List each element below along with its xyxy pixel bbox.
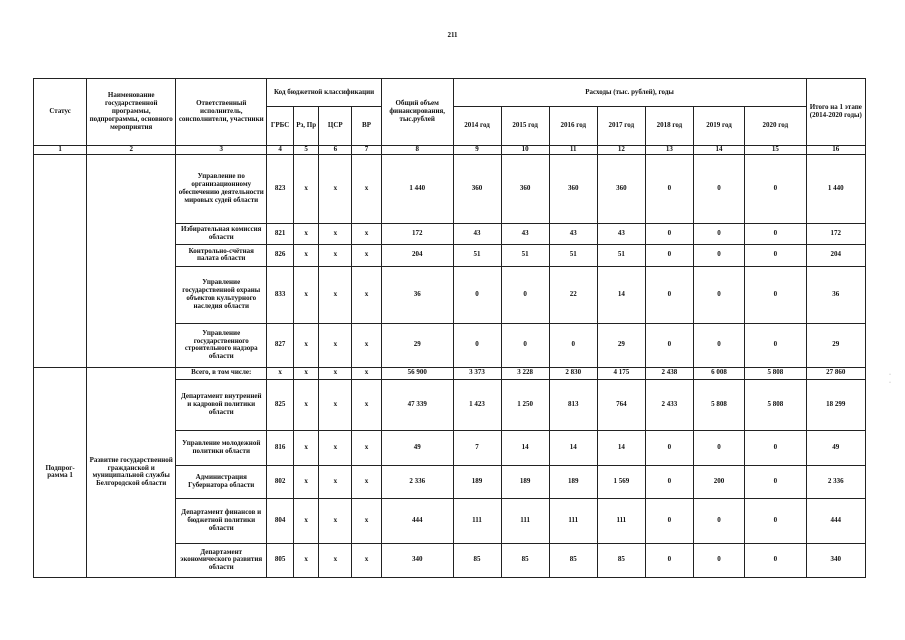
year-2016-cell: 0 xyxy=(549,323,597,367)
csr-cell: х xyxy=(319,543,352,577)
total-cell: 204 xyxy=(381,244,453,266)
total-cell: 1 440 xyxy=(381,154,453,223)
year-2017-cell: 85 xyxy=(597,543,645,577)
year-2017-cell: 1 569 xyxy=(597,465,645,498)
year-2020-cell: 5 808 xyxy=(745,379,806,430)
vr-cell: х xyxy=(352,498,382,543)
year-2015-cell: 0 xyxy=(501,323,549,367)
name-cell xyxy=(87,154,176,367)
year-2015-cell: 1 250 xyxy=(501,379,549,430)
year-2016-cell: 813 xyxy=(549,379,597,430)
csr-cell: х xyxy=(319,266,352,323)
year-2019-cell: 0 xyxy=(693,266,744,323)
grbs-cell: 826 xyxy=(267,244,294,266)
year-2019-cell: 5 808 xyxy=(693,379,744,430)
rzpr-cell: х xyxy=(293,154,319,223)
stage-total-cell: 27 860 xyxy=(806,367,865,379)
year-2019-cell: 0 xyxy=(693,323,744,367)
year-2015-cell: 189 xyxy=(501,465,549,498)
stage-total-cell: 49 xyxy=(806,430,865,465)
executor-cell: Управление молодежной политики области xyxy=(176,430,267,465)
vr-cell: х xyxy=(352,430,382,465)
vr-cell: х xyxy=(352,244,382,266)
total-cell: 47 339 xyxy=(381,379,453,430)
column-number: 5 xyxy=(293,146,319,155)
csr-cell: х xyxy=(319,223,352,244)
rzpr-cell: х xyxy=(293,367,319,379)
year-2019-cell: 0 xyxy=(693,154,744,223)
total-cell: 49 xyxy=(381,430,453,465)
executor-cell: Контрольно-счётная палата области xyxy=(176,244,267,266)
csr-cell: х xyxy=(319,244,352,266)
year-2014-cell: 51 xyxy=(453,244,501,266)
column-number: 2 xyxy=(87,146,176,155)
rzpr-cell: х xyxy=(293,323,319,367)
year-2015-cell: 0 xyxy=(501,266,549,323)
rzpr-cell: х xyxy=(293,379,319,430)
year-2019-cell: 0 xyxy=(693,430,744,465)
header-year-2020: 2020 год xyxy=(745,107,806,146)
total-cell: 29 xyxy=(381,323,453,367)
column-number: 14 xyxy=(693,146,744,155)
year-2018-cell: 0 xyxy=(645,244,693,266)
vr-cell: х xyxy=(352,154,382,223)
grbs-cell: 833 xyxy=(267,266,294,323)
year-2014-cell: 360 xyxy=(453,154,501,223)
year-2020-cell: 0 xyxy=(745,430,806,465)
csr-cell: х xyxy=(319,154,352,223)
column-number: 4 xyxy=(267,146,294,155)
stage-total-cell: 340 xyxy=(806,543,865,577)
stage-total-cell: 204 xyxy=(806,244,865,266)
year-2020-cell: 0 xyxy=(745,154,806,223)
column-number: 7 xyxy=(352,146,382,155)
total-cell: 444 xyxy=(381,498,453,543)
rzpr-cell: х xyxy=(293,430,319,465)
year-2017-cell: 14 xyxy=(597,430,645,465)
grbs-cell: 804 xyxy=(267,498,294,543)
csr-cell: х xyxy=(319,430,352,465)
year-2017-cell: 111 xyxy=(597,498,645,543)
rzpr-cell: х xyxy=(293,266,319,323)
total-cell: 172 xyxy=(381,223,453,244)
year-2018-cell: 0 xyxy=(645,543,693,577)
header-year-2014: 2014 год xyxy=(453,107,501,146)
year-2016-cell: 360 xyxy=(549,154,597,223)
year-2014-cell: 0 xyxy=(453,323,501,367)
vr-cell: х xyxy=(352,367,382,379)
header-year-2016: 2016 год xyxy=(549,107,597,146)
year-2017-cell: 360 xyxy=(597,154,645,223)
grbs-cell: 816 xyxy=(267,430,294,465)
year-2015-cell: 14 xyxy=(501,430,549,465)
header-year-2015: 2015 год xyxy=(501,107,549,146)
grbs-cell: 827 xyxy=(267,323,294,367)
year-2017-cell: 14 xyxy=(597,266,645,323)
header-year-2018: 2018 год xyxy=(645,107,693,146)
header-expenses: Расходы (тыс. рублей), годы xyxy=(453,79,806,107)
year-2018-cell: 0 xyxy=(645,323,693,367)
grbs-cell: х xyxy=(267,367,294,379)
vr-cell: х xyxy=(352,379,382,430)
header-grbs: ГРБС xyxy=(267,107,294,146)
year-2018-cell: 2 438 xyxy=(645,367,693,379)
year-2014-cell: 0 xyxy=(453,266,501,323)
executor-cell: Департамент финансов и бюджетной политики области xyxy=(176,498,267,543)
year-2018-cell: 0 xyxy=(645,223,693,244)
header-executor: Ответственный исполнитель, соисполнители, участники xyxy=(176,79,267,146)
year-2014-cell: 43 xyxy=(453,223,501,244)
header-status: Статус xyxy=(34,79,87,146)
column-number: 3 xyxy=(176,146,267,155)
scan-speck: · xyxy=(889,372,891,378)
executor-cell: Всего, в том числе: xyxy=(176,367,267,379)
grbs-cell: 821 xyxy=(267,223,294,244)
column-number: 13 xyxy=(645,146,693,155)
column-number-row xyxy=(34,146,866,155)
grbs-cell: 825 xyxy=(267,379,294,430)
header-csr: ЦСР xyxy=(319,107,352,146)
year-2018-cell: 2 433 xyxy=(645,379,693,430)
year-2014-cell: 111 xyxy=(453,498,501,543)
budget-table xyxy=(33,78,866,578)
year-2015-cell: 51 xyxy=(501,244,549,266)
year-2018-cell: 0 xyxy=(645,154,693,223)
header-budget-code: Код бюджетной классификации xyxy=(267,79,382,107)
year-2018-cell: 0 xyxy=(645,430,693,465)
year-2019-cell: 200 xyxy=(693,465,744,498)
year-2018-cell: 0 xyxy=(645,465,693,498)
year-2015-cell: 111 xyxy=(501,498,549,543)
header-vr: ВР xyxy=(352,107,382,146)
column-number: 16 xyxy=(806,146,865,155)
rzpr-cell: х xyxy=(293,498,319,543)
year-2014-cell: 85 xyxy=(453,543,501,577)
column-number: 8 xyxy=(381,146,453,155)
year-2018-cell: 0 xyxy=(645,266,693,323)
stage-total-cell: 29 xyxy=(806,323,865,367)
year-2018-cell: 0 xyxy=(645,498,693,543)
status-cell xyxy=(34,154,87,367)
year-2017-cell: 4 175 xyxy=(597,367,645,379)
year-2016-cell: 22 xyxy=(549,266,597,323)
vr-cell: х xyxy=(352,223,382,244)
year-2015-cell: 360 xyxy=(501,154,549,223)
subprogram-status: Подпрог-рамма 1 xyxy=(34,367,87,577)
year-2020-cell: 0 xyxy=(745,323,806,367)
header-stage-total: Итого на 1 этапе (2014-2020 годы) xyxy=(806,79,865,146)
year-2017-cell: 29 xyxy=(597,323,645,367)
grbs-cell: 823 xyxy=(267,154,294,223)
stage-total-cell: 172 xyxy=(806,223,865,244)
year-2017-cell: 51 xyxy=(597,244,645,266)
csr-cell: х xyxy=(319,323,352,367)
header-year-2019: 2019 год xyxy=(693,107,744,146)
csr-cell: х xyxy=(319,498,352,543)
year-2019-cell: 0 xyxy=(693,244,744,266)
year-2016-cell: 2 830 xyxy=(549,367,597,379)
year-2015-cell: 43 xyxy=(501,223,549,244)
stage-total-cell: 18 299 xyxy=(806,379,865,430)
header-rzpr: Рз, Пр xyxy=(293,107,319,146)
vr-cell: х xyxy=(352,543,382,577)
column-number: 12 xyxy=(597,146,645,155)
year-2020-cell: 0 xyxy=(745,223,806,244)
year-2019-cell: 0 xyxy=(693,223,744,244)
table-row xyxy=(34,154,866,223)
year-2016-cell: 51 xyxy=(549,244,597,266)
vr-cell: х xyxy=(352,323,382,367)
column-number: 10 xyxy=(501,146,549,155)
year-2014-cell: 7 xyxy=(453,430,501,465)
column-number: 6 xyxy=(319,146,352,155)
year-2016-cell: 43 xyxy=(549,223,597,244)
rzpr-cell: х xyxy=(293,543,319,577)
total-cell: 2 336 xyxy=(381,465,453,498)
year-2020-cell: 0 xyxy=(745,244,806,266)
year-2017-cell: 43 xyxy=(597,223,645,244)
year-2019-cell: 0 xyxy=(693,498,744,543)
total-cell: 340 xyxy=(381,543,453,577)
table-row xyxy=(34,367,866,379)
scan-speck: · xyxy=(889,380,891,386)
rzpr-cell: х xyxy=(293,223,319,244)
header-year-2017: 2017 год xyxy=(597,107,645,146)
subprogram-name: Развитие государственной гражданской и муниципальной службы Белгородской области xyxy=(87,367,176,577)
year-2015-cell: 85 xyxy=(501,543,549,577)
total-cell: 56 900 xyxy=(381,367,453,379)
column-number: 15 xyxy=(745,146,806,155)
year-2016-cell: 14 xyxy=(549,430,597,465)
stage-total-cell: 444 xyxy=(806,498,865,543)
year-2016-cell: 111 xyxy=(549,498,597,543)
column-number: 9 xyxy=(453,146,501,155)
year-2019-cell: 6 008 xyxy=(693,367,744,379)
page-number: 211 xyxy=(447,31,458,39)
year-2019-cell: 0 xyxy=(693,543,744,577)
year-2020-cell: 0 xyxy=(745,266,806,323)
total-cell: 36 xyxy=(381,266,453,323)
column-number: 1 xyxy=(34,146,87,155)
year-2020-cell: 0 xyxy=(745,543,806,577)
year-2015-cell: 3 228 xyxy=(501,367,549,379)
header-total-volume: Общий объем финансирования, тыс.рублей xyxy=(381,79,453,146)
year-2014-cell: 3 373 xyxy=(453,367,501,379)
rzpr-cell: х xyxy=(293,244,319,266)
executor-cell: Избирательная комиссия области xyxy=(176,223,267,244)
year-2014-cell: 189 xyxy=(453,465,501,498)
stage-total-cell: 36 xyxy=(806,266,865,323)
executor-cell: Управление государственной охраны объектов культурного наследия области xyxy=(176,266,267,323)
executor-cell: Департамент внутренней и кадровой политики области xyxy=(176,379,267,430)
csr-cell: х xyxy=(319,379,352,430)
rzpr-cell: х xyxy=(293,465,319,498)
header-name: Наименование государственной программы, подпрограммы, основного мероприятия xyxy=(87,79,176,146)
vr-cell: х xyxy=(352,465,382,498)
csr-cell: х xyxy=(319,465,352,498)
vr-cell: х xyxy=(352,266,382,323)
year-2020-cell: 5 808 xyxy=(745,367,806,379)
year-2016-cell: 189 xyxy=(549,465,597,498)
year-2020-cell: 0 xyxy=(745,465,806,498)
executor-cell: Администрация Губернатора области xyxy=(176,465,267,498)
year-2017-cell: 764 xyxy=(597,379,645,430)
stage-total-cell: 2 336 xyxy=(806,465,865,498)
executor-cell: Управление государственного строительного надзора области xyxy=(176,323,267,367)
column-number: 11 xyxy=(549,146,597,155)
grbs-cell: 802 xyxy=(267,465,294,498)
year-2016-cell: 85 xyxy=(549,543,597,577)
executor-cell: Департамент экономического развития области xyxy=(176,543,267,577)
csr-cell: х xyxy=(319,367,352,379)
year-2014-cell: 1 423 xyxy=(453,379,501,430)
year-2020-cell: 0 xyxy=(745,498,806,543)
executor-cell: Управление по организационному обеспечению деятельности мировых судей области xyxy=(176,154,267,223)
stage-total-cell: 1 440 xyxy=(806,154,865,223)
grbs-cell: 805 xyxy=(267,543,294,577)
